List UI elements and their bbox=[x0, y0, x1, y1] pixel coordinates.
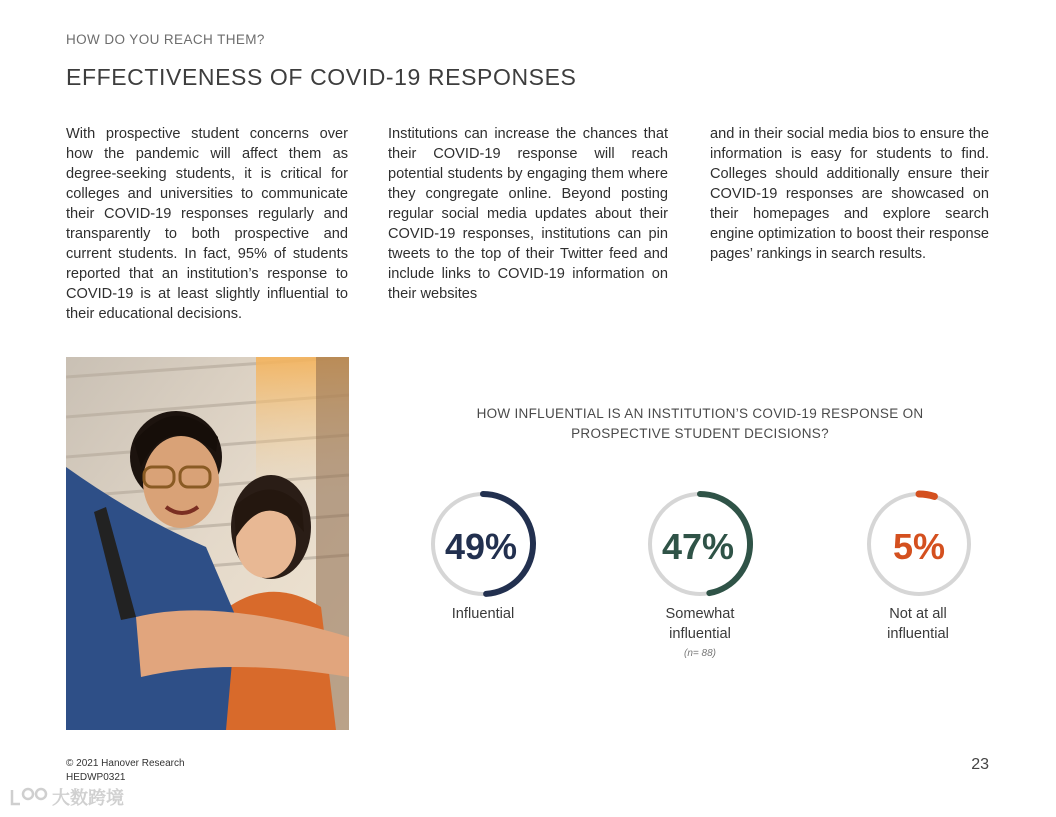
category-label-influential bbox=[403, 604, 563, 624]
body-column-2: Institutions can increase the chances that their COVID-19 response will reach potential students by engaging them where they congregate online. Beyond posting regular social media updates about their COVID-19 responses, institutions can pin tweets to the top of their Twitter feed and include links to COVID-19 information on their websites bbox=[388, 126, 668, 302]
watermark-logo bbox=[8, 782, 142, 812]
category-label-line: influential bbox=[669, 626, 731, 642]
body-column-1: With prospective student concerns over how the pandemic will affect them as degree-seeking students, it is critical for colleges and universities to communicate their COVID-19 responses regularly and transparently to both prospective and current students. In fact, 95% of students reported that an institution’s response to COVID-19 is at least slightly influential to their educational decisions. bbox=[66, 126, 348, 322]
page-number: 23 bbox=[971, 756, 989, 773]
value-label-influential: 49% bbox=[444, 526, 518, 567]
category-label-not-influential bbox=[838, 604, 998, 644]
donut-somewhat-influential bbox=[645, 489, 755, 599]
donut-arc-not-influential bbox=[919, 494, 934, 496]
category-label-somewhat-influential bbox=[620, 604, 780, 644]
section-eyebrow: HOW DO YOU REACH THEM? bbox=[66, 32, 265, 47]
watermark-text: 大数跨境 bbox=[52, 788, 124, 809]
body-column-3: and in their social media bios to ensure the information is easy for students to find. Colleges should additionally ensure their COVID-19 responses are showcased on their homepages and explore search engine optimization to boost their response pages’ rankings in search results. bbox=[710, 126, 989, 262]
value-label-somewhat-influential: 47% bbox=[661, 526, 735, 567]
chart-title: HOW INFLUENTIAL IS AN INSTITUTION’S COVID-19 RESPONSE ON PROSPECTIVE STUDENT DECISIONS? bbox=[476, 406, 924, 441]
copyright-text: © 2021 Hanover Research bbox=[66, 758, 185, 769]
category-label-line: Not at all bbox=[889, 606, 947, 622]
value-label-not-influential: 5% bbox=[892, 526, 946, 567]
students-photo bbox=[66, 357, 349, 730]
footer bbox=[66, 757, 185, 785]
category-label-line: influential bbox=[887, 626, 949, 642]
document-code: HEDWP0321 bbox=[66, 772, 126, 783]
sample-size-note: (n= 88) bbox=[684, 648, 716, 659]
donut-not-influential bbox=[864, 489, 974, 599]
page-title: EFFECTIVENESS OF COVID-19 RESPONSES bbox=[66, 64, 577, 90]
category-label-line: Influential bbox=[451, 606, 515, 622]
donut-influential bbox=[428, 489, 538, 599]
category-label-line: Somewhat bbox=[665, 606, 735, 622]
